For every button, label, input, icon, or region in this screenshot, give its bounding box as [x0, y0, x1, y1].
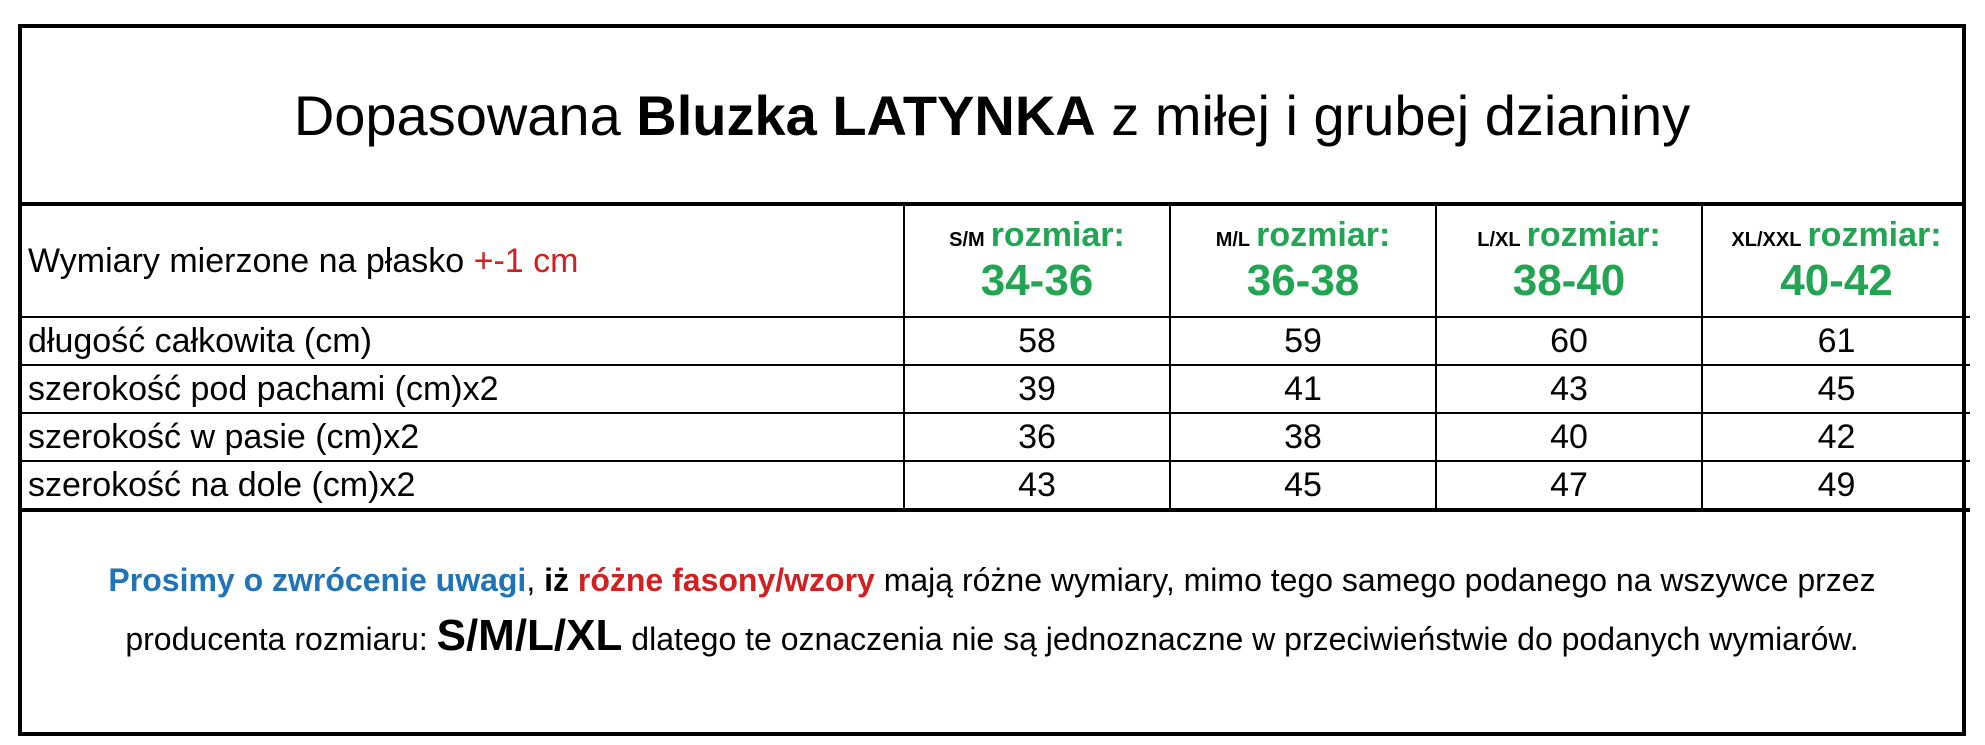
tolerance-text: +-1 cm — [473, 241, 579, 280]
table-cell: 43 — [904, 461, 1170, 510]
size-range: 38-40 — [1512, 255, 1626, 305]
size-word: rozmiar: — [1807, 216, 1942, 255]
table-cell: 45 — [1702, 365, 1970, 413]
size-header-ml — [1170, 206, 1436, 317]
table-cell: 43 — [1436, 365, 1702, 413]
size-range: 36-38 — [1246, 255, 1360, 305]
size-table — [22, 206, 1970, 512]
size-range: 40-42 — [1780, 255, 1893, 305]
title-prefix: Dopasowana — [293, 83, 637, 147]
row-label: szerokość w pasie (cm)x2 — [22, 413, 904, 461]
table-row — [22, 317, 1970, 365]
sizing-notice — [52, 553, 1932, 667]
size-word: rozmiar: — [1526, 216, 1661, 255]
table-cell: 38 — [1170, 413, 1436, 461]
size-header-xlxxl — [1702, 206, 1970, 317]
title-product-name: Bluzka LATYNKA — [636, 83, 1096, 147]
table-cell: 39 — [904, 365, 1170, 413]
title-suffix: z miłej i grubej dzianiny — [1095, 83, 1691, 147]
notice-text — [569, 562, 578, 598]
size-word: rozmiar: — [990, 216, 1125, 255]
notice-text: mają różne wymiary, mimo tego samego podanego na wszywce przez producenta rozmiaru: — [125, 562, 1885, 657]
notice-text: , — [526, 562, 545, 598]
size-header-sm — [904, 206, 1170, 317]
row-label: szerokość na dole (cm)x2 — [22, 461, 904, 510]
notice-text: iż — [544, 562, 569, 598]
notice-highlight: Prosimy o zwrócenie uwagi — [108, 562, 527, 598]
table-cell: 36 — [904, 413, 1170, 461]
table-row — [22, 365, 1970, 413]
size-table-header — [22, 206, 1970, 317]
size-code: L/XL — [1477, 229, 1521, 252]
table-cell: 41 — [1170, 365, 1436, 413]
table-cell: 49 — [1702, 461, 1970, 510]
size-chart-frame — [18, 24, 1966, 736]
size-code: XL/XXL — [1731, 229, 1802, 252]
table-row — [22, 461, 1970, 510]
size-code: M/L — [1215, 229, 1251, 252]
row-label: szerokość pod pachami (cm)x2 — [22, 365, 904, 413]
table-cell: 47 — [1436, 461, 1702, 510]
table-cell: 58 — [904, 317, 1170, 365]
table-cell: 60 — [1436, 317, 1702, 365]
table-cell: 45 — [1170, 461, 1436, 510]
size-range: 34-36 — [980, 255, 1094, 305]
table-cell: 59 — [1170, 317, 1436, 365]
size-header-lxl — [1436, 206, 1702, 317]
notice-size-codes: S/M/L/XL — [436, 611, 623, 660]
size-code: S/M — [949, 229, 985, 252]
notice-warning: różne fasony/wzory — [577, 562, 875, 598]
table-cell: 42 — [1702, 413, 1970, 461]
table-cell: 40 — [1436, 413, 1702, 461]
size-word: rozmiar: — [1256, 216, 1391, 255]
measurement-header-text: Wymiary mierzone na płasko — [28, 241, 474, 280]
table-cell: 61 — [1702, 317, 1970, 365]
notice-text: dlatego te oznaczenia nie są jednoznaczne w przeciwieństwie do podanych wymiarów. — [622, 621, 1859, 657]
measurement-header — [22, 206, 904, 317]
page-title — [22, 28, 1962, 206]
table-row — [22, 413, 1970, 461]
row-label: długość całkowita (cm) — [22, 317, 904, 365]
